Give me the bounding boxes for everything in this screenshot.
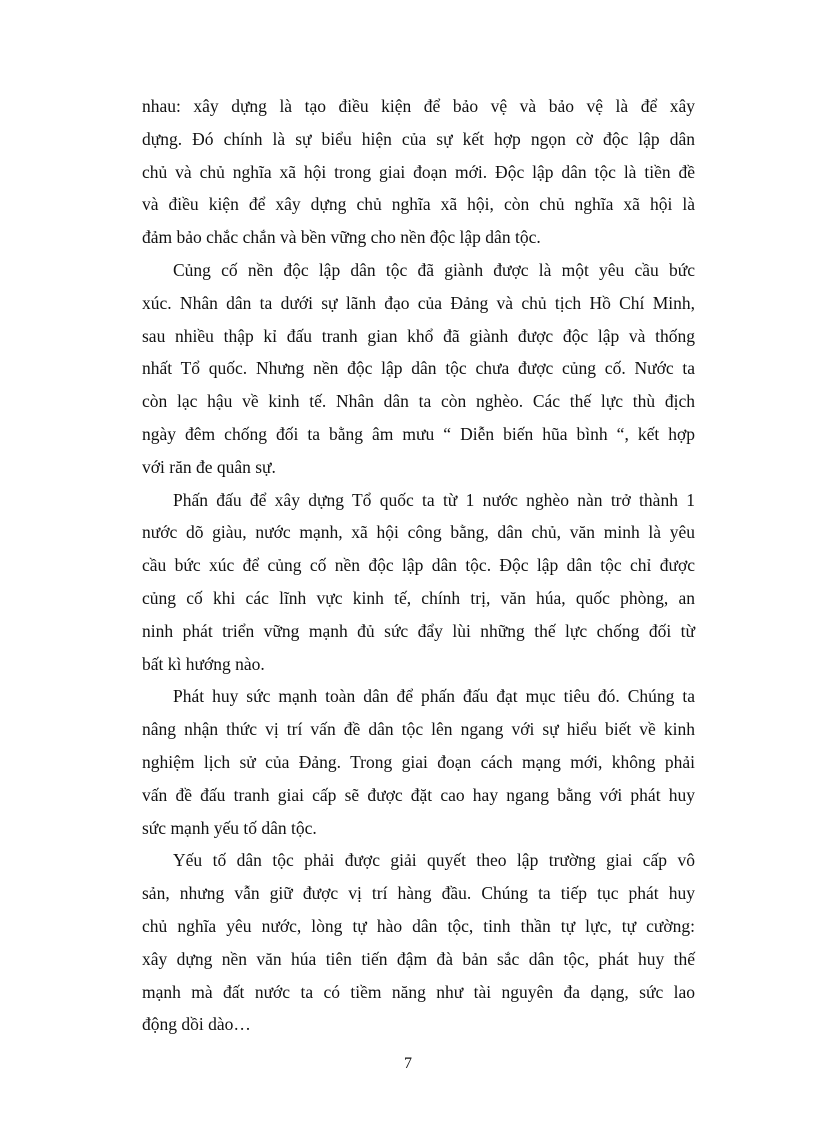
- text-line: và điều kiện để xây dựng chủ nghĩa xã hội, còn chủ nghĩa xã hội là: [142, 194, 695, 215]
- text-line: Phát huy sức mạnh toàn dân để phấn đấu đạt mục tiêu đó. Chúng ta: [173, 686, 695, 707]
- text-line: sức mạnh yếu tố dân tộc.: [142, 817, 317, 838]
- text-line: xúc. Nhân dân ta dưới sự lãnh đạo của Đảng và chủ tịch Hồ Chí Minh,: [142, 292, 695, 313]
- text-line: nâng nhận thức vị trí vấn đề dân tộc lên ngang với sự hiểu biết về kinh: [142, 719, 695, 740]
- paragraph-2: [142, 254, 695, 484]
- text-line: ninh phát triển vững mạnh đủ sức đẩy lùi những thế lực chống đối từ: [142, 620, 695, 641]
- paragraph-4: [142, 680, 695, 844]
- text-line: mạnh mà đất nước ta có tiềm năng như tài nguyên đa dạng, sức lao: [142, 981, 695, 1002]
- body-text: [142, 90, 695, 1041]
- text-line: sau nhiều thập kỉ đấu tranh gian khổ đã giành được độc lập và thống: [142, 325, 695, 346]
- text-line: chủ và chủ nghĩa xã hội trong giai đoạn mới. Độc lập dân tộc là tiền đề: [142, 161, 695, 182]
- text-line: củng cố khi các lĩnh vực kinh tế, chính trị, văn húa, quốc phòng, an: [142, 587, 695, 608]
- text-line: Củng cố nền độc lập dân tộc đã giành được là một yêu cầu bức: [173, 259, 695, 280]
- text-line: cầu bức xúc để củng cố nền độc lập dân tộc. Độc lập dân tộc chỉ được: [142, 555, 695, 576]
- text-line: vấn đề đấu tranh giai cấp sẽ được đặt cao hay ngang bằng với phát huy: [142, 784, 695, 805]
- text-line: động dồi dào…: [142, 1014, 251, 1035]
- text-line: Yếu tố dân tộc phải được giải quyết theo lập trường giai cấp vô: [173, 850, 695, 871]
- text-line: nước dõ giàu, nước mạnh, xã hội công bằng, dân chủ, văn minh là yêu: [142, 522, 695, 543]
- page-number: 7: [404, 1055, 412, 1072]
- text-line: ngày đêm chống đối ta bằng âm mưu “ Diễn biến hũa bình “, kết hợp: [142, 423, 695, 444]
- paragraph-5: [142, 844, 695, 1041]
- paragraph-1: [142, 90, 695, 254]
- text-line: với răn đe quân sự.: [142, 456, 276, 477]
- text-line: bất kì hướng nào.: [142, 653, 265, 674]
- text-line: chủ nghĩa yêu nước, lòng tự hào dân tộc, tinh thần tự lực, tự cường:: [142, 915, 695, 936]
- text-line: Phấn đấu để xây dựng Tổ quốc ta từ 1 nước nghèo nàn trở thành 1: [173, 489, 695, 510]
- text-line: dựng. Đó chính là sự biểu hiện của sự kết hợp ngọn cờ độc lập dân: [142, 128, 695, 149]
- text-line: xây dựng nền văn húa tiên tiến đậm đà bản sắc dân tộc, phát huy thế: [142, 948, 695, 969]
- text-line: nhất Tổ quốc. Nhưng nền độc lập dân tộc chưa được củng cố. Nước ta: [142, 358, 695, 379]
- text-line: còn lạc hậu về kinh tế. Nhân dân ta còn nghèo. Các thế lực thù địch: [142, 391, 695, 412]
- paragraph-3: [142, 484, 695, 681]
- text-line: nhau: xây dựng là tạo điều kiện để bảo vệ và bảo vệ là để xây: [142, 96, 695, 116]
- text-line: nghiệm lịch sử của Đảng. Trong giai đoạn cách mạng mới, không phải: [142, 751, 695, 772]
- text-line: đảm bảo chắc chắn và bền vững cho nền độc lập dân tộc.: [142, 227, 541, 248]
- text-line: sản, nhưng vẫn giữ được vị trí hàng đầu. Chúng ta tiếp tục phát huy: [142, 883, 695, 904]
